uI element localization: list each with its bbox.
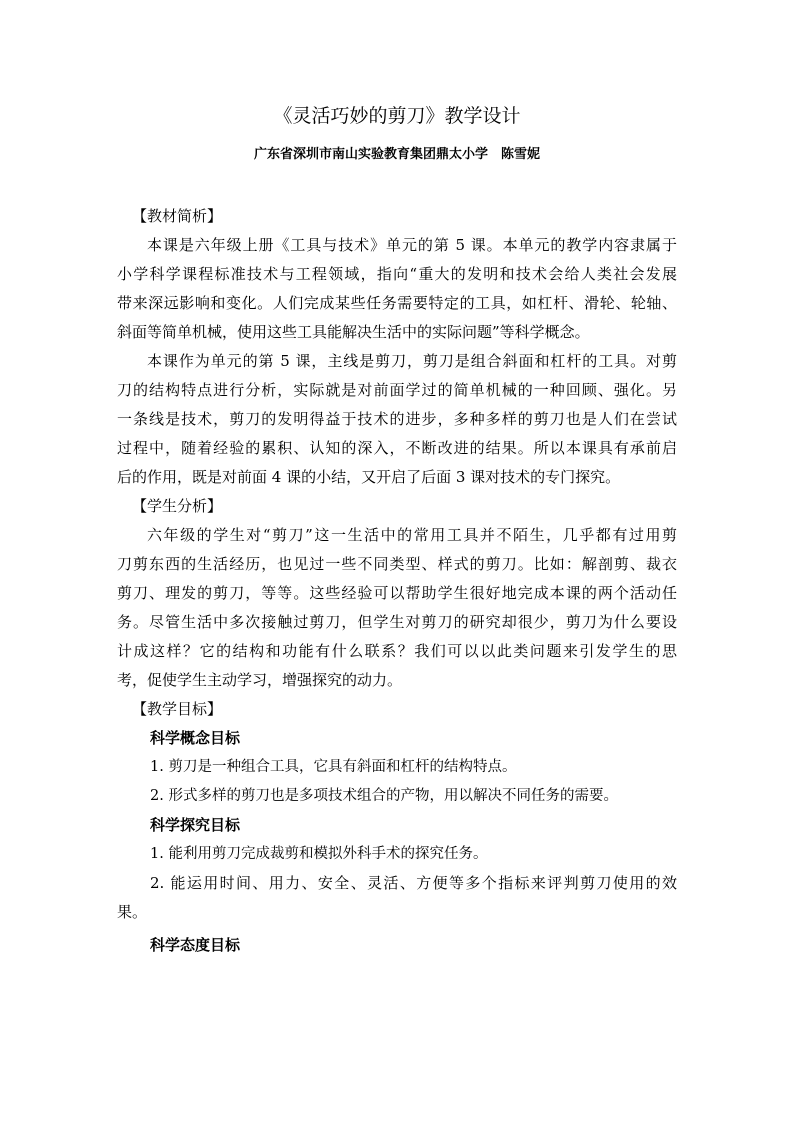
paragraph-line: 一条线是技术，剪刀的发明得益于技术的进步，多种多样的剪刀也是人们在尝试: [117, 410, 677, 428]
paragraph-line: 计成这样？它的结构和功能有什么联系？我们可以以此类问题来引发学生的思: [117, 642, 677, 660]
paragraph-line: 小学科学课程标准技术与工程领域，指向“重大的发明和技术会给人类社会发展: [117, 265, 677, 283]
subheading-attitude-goals: 科学态度目标: [150, 936, 241, 954]
goal-item-continuation: 果。: [117, 903, 148, 921]
paragraph-line: 六年级的学生对“剪刀”这一生活中的常用工具并不陌生，几乎都有过用剪: [147, 526, 677, 544]
paragraph-line: 刀剪东西的生活经历，也见过一些不同类型、样式的剪刀。比如：解剖剪、裁衣: [117, 555, 677, 573]
goal-item: 1. 能利用剪刀完成裁剪和模拟外科手术的探究任务。: [150, 846, 488, 862]
paragraph-line: 考，促使学生主动学习，增强探究的动力。: [117, 671, 403, 689]
goal-item: 2. 能运用时间、用力、安全、灵活、方便等多个指标来评判剪刀使用的效: [150, 874, 677, 892]
goal-item: 2. 形式多样的剪刀也是多项技术组合的产物，用以解决不同任务的需要。: [150, 788, 618, 804]
paragraph-line: 过程中，随着经验的累积、认知的深入，不断改进的结果。所以本课具有承前启: [117, 439, 677, 457]
document-title: 《灵活巧妙的剪刀》教学设计: [273, 105, 521, 127]
paragraph-line: 后的作用，既是对前面 4 课的小结，又开启了后面 3 课对技术的专门探究。: [117, 468, 621, 486]
paragraph-line: 务。尽管生活中多次接触过剪刀，但学生对剪刀的研究却很少，剪刀为什么要设: [117, 613, 677, 631]
document-body: [117, 202, 677, 960]
section-heading-goals: 【教学目标】: [132, 700, 223, 718]
subheading-inquiry-goals: 科学探究目标: [150, 816, 241, 834]
goal-item: 1. 剪刀是一种组合工具，它具有斜面和杠杆的结构特点。: [150, 759, 517, 775]
paragraph-line: 本课是六年级上册《工具与技术》单元的第 5 课。本单元的教学内容隶属于: [147, 236, 677, 254]
paragraph-line: 带来深远影响和变化。人们完成某些任务需要特定的工具，如杠杆、滑轮、轮轴、: [117, 294, 677, 312]
paragraph-line: 剪刀、理发的剪刀，等等。这些经验可以帮助学生很好地完成本课的两个活动任: [117, 584, 677, 602]
paragraph-line: 斜面等简单机械，使用这些工具能解决生活中的实际问题”等科学概念。: [117, 323, 590, 341]
author-line: 广东省深圳市南山实验教育集团鼎太小学 陈雪妮: [253, 147, 540, 162]
paragraph-line: 本课作为单元的第 5 课，主线是剪刀，剪刀是组合斜面和杠杆的工具。对剪: [147, 352, 677, 370]
paragraph-line: 刀的结构特点进行分析，实际就是对前面学过的简单机械的一种回顾、强化。另: [117, 381, 677, 399]
section-heading-textbook: 【教材简析】: [132, 207, 223, 225]
section-heading-students: 【学生分析】: [132, 497, 223, 515]
subheading-concept-goals: 科学概念目标: [150, 729, 241, 747]
